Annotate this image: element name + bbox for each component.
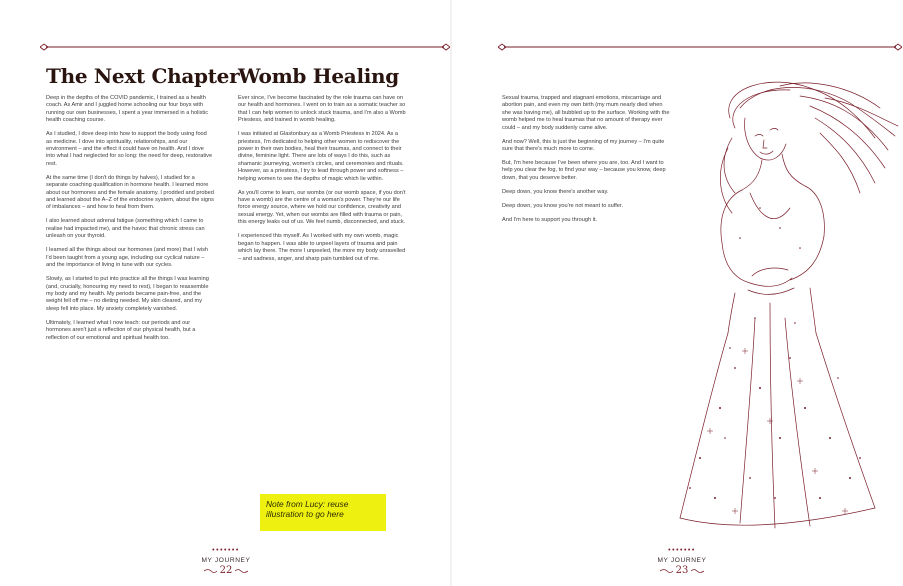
ornament-flourish-icon [691,568,704,574]
paragraph: Deep down, you know there's another way. [502,188,609,195]
ornament-dots-icon: ••••••• [668,547,696,554]
editor-note: Note from Lucy: reuse illustration to go here [260,494,386,531]
woman-illustration-icon [660,78,900,533]
paragraph: I also learned about adrenal fatigue (something which I came to realise had impacted me), and the havoc that chronic stress can unleash on your thyroid. [46,218,205,240]
footer-right [652,548,712,576]
ornament-divider-icon [498,41,902,53]
paragraph: I was initiated at Glastonbury as a Womb Priestess in 2024. As a priestess, I'm dedicated to helping other women to rediscover the power in their own bodies, heal their traumas, and connect to their divine, feminine light. There are lots of ways I do this, such as shamanic journeying, women's circles, and ceremonies and rituals. However, as a priestess, I try to lead through power and softness – helping women to see the depths of magic which lie within. [238,131,404,182]
paragraph: Deep in the depths of the COVID pandemic, I trained as a health coach. As Amir and I juggled home schooling our four boys with running our own businesses, I spent a year immersed in a holistic health coaching course. [46,95,208,124]
paragraph: And I'm here to support you through it. [502,216,597,223]
left-column-2 [238,95,406,270]
paragraph: I experienced this myself. As I worked with my own womb, magic began to happen. I was able to unpeel layers of trauma and pain which lay there. The more I unpeeled, the more my body unravelled – and sadness, anger, and sharp pain tumbled out of me. [238,233,406,262]
left-column-1 [46,95,214,349]
paragraph: As I studied, I dove deep into how to support the body using food as medicine. I dove into spirituality, relationships, and our environment – and the effect it could have on health. And I dove into what I had neglected for so long: the need for deep, restorative rest. [46,131,213,167]
paragraph: Slowly, as I started to put into practice all the things I was learning (and, crucially, honouring my need to rest), I began to reassemble my body and my health. My periods became pain-free, and the weight fell off me – no dieting needed. My skin cleared, and my sleep fell into place. My anxiety completely vanished. [46,276,209,312]
paragraph: I learned all the things about our hormones (and more) that I wish I'd been taught from a young age, including our cyclical nature – and the importance of living in tune with our cycles. [46,247,208,269]
page-number: 22 [219,565,233,576]
ornament-flourish-icon [660,568,673,574]
ornament-divider-icon [40,41,450,53]
paragraph: As you'll come to learn, our wombs (or our womb space, if you don't have a womb) are the centre of a woman's power. They're our life force energy source, where we hold our confidence, creativity and sexual energy. Yet, when our wombs are filled with trauma or pain, this energy leaks out of us. We feel numb, disconnected, and stuck. [238,189,406,226]
left-page [0,0,451,586]
footer-label: MY JOURNEY [657,557,707,564]
heading-womb-healing: Womb Healing [238,64,399,88]
page-number: 23 [675,565,689,576]
footer-label: MY JOURNEY [201,557,251,564]
paragraph: And now? Well, this is just the beginning of my journey – I'm quite sure that there's much more to come. [502,138,665,153]
paragraph: Sexual trauma, trapped and stagnant emotions, miscarriage and abortion pain, and even my own birth (my mum nearly died when she was having me), all bubbled up to the surface. Working with the womb helped me to heal traumas that no amount of therapy ever could – and my body suddenly came alive. [502,95,670,131]
paragraph: Ultimately, I learned what I now teach: our periods and our hormones aren't just a reflection of our physical health, but a reflection of our emotional and spiritual health too. [46,319,196,341]
paragraph: But, I'm here because I've been where you are, too. And I want to help you clear the fog, to find your way – because you know, deep down, that you deserve better. [502,160,666,181]
ornament-dots-icon: ••••••• [212,547,240,554]
paragraph: Deep down, you know you're not meant to suffer. [502,202,623,209]
ornament-flourish-icon [204,568,217,574]
footer-left [196,548,256,576]
paragraph: At the same time (I don't do things by halves), I studied for a separate coaching qualification in hormone health. I learned more about our hormones and the female anatomy. I prodded and probed and learned about the A–Z of the endocrine system, about the signs of imbalances – and how to heal from them. [46,174,214,211]
right-column-1 [502,95,670,231]
heading-next-chapter: The Next Chapter [46,64,240,88]
paragraph: Ever since, I've become fascinated by the role trauma can have on our health and hormones. I went on to train as a somatic teacher so that I can help women to unlock stuck trauma, and I'm also a Womb Priestess, and trained in womb healing. [238,95,406,124]
ornament-flourish-icon [235,568,248,574]
